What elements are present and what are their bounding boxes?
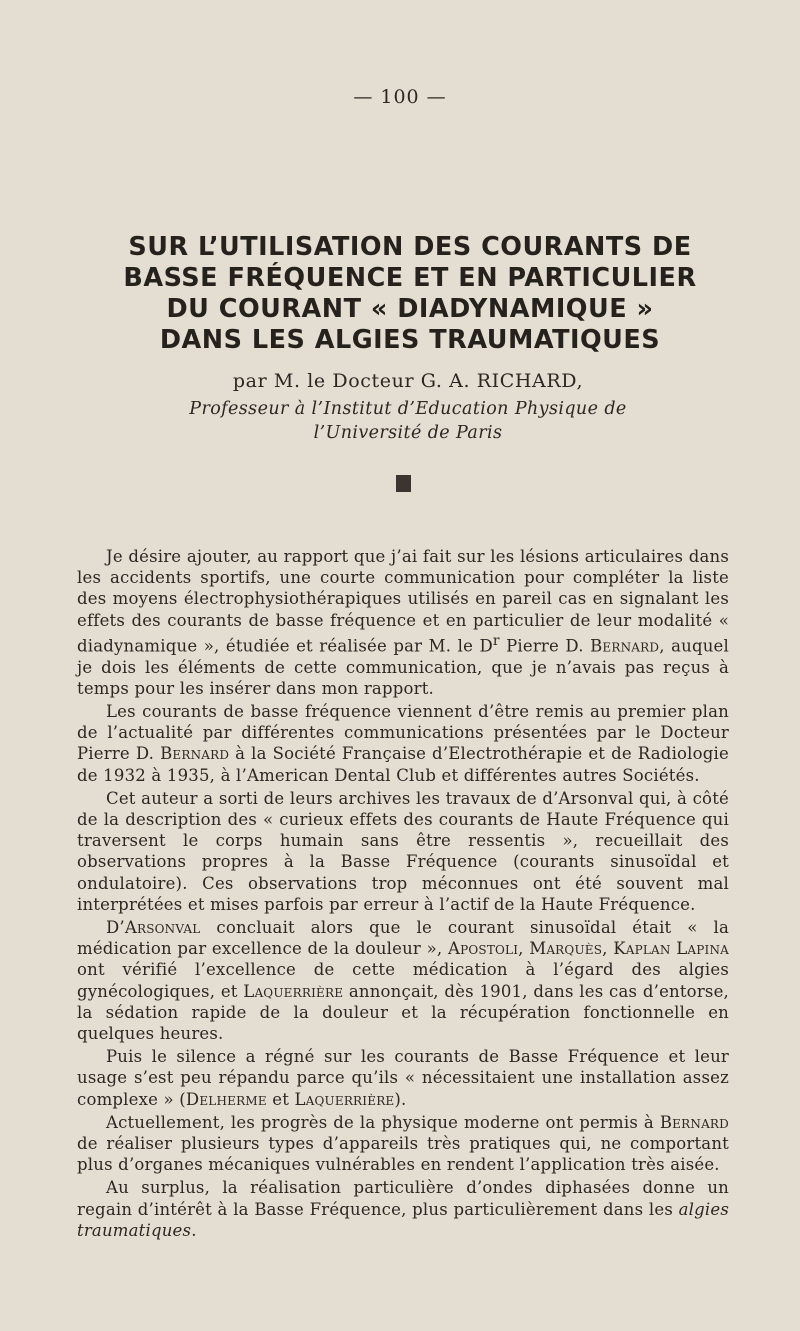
paragraph: Au surplus, la réalisation particulière d’ondes diphasées donne un regain d’intérêt à la Basse Fréquence, plus particulièrement dans les algies traumatiques. bbox=[77, 1178, 729, 1240]
paragraph: Actuellement, les progrès de la physique moderne ont permis à Bernard de réaliser plusieurs types d’appareils très pratiques qui, ne comportant plus d’organes mécaniques vulnérables en rendent l’application très aisée. bbox=[77, 1112, 729, 1175]
page-number: — 100 — bbox=[353, 86, 447, 108]
paragraph: D’Arsonval concluait alors que le courant sinusoïdal était « la médication par excellence de la douleur », Apostoli, Marquès, Kaplan Lapina ont vérifié l’excellence de cette médication à l’égard des algies gynécologiques, et Laquerrière annonçait, dès 1901, dans les cas d’entorse, la sédation rapide de la douleur et la récupération fonctionnelle en quelques heures. bbox=[77, 917, 730, 1043]
author-name: Laquerrière bbox=[294, 1089, 395, 1109]
paragraph: Les courants de basse fréquence viennent d’être remis au premier plan de l’actualité par différentes communications présentées par le Docteur Pierre D. Bernard à la Société Française d’Electrothérapie et de Radiologie de 1932 à 1935, à l’American Dental Club et différentes autres Sociétés. bbox=[77, 701, 729, 785]
emphasis: algies traumatiques bbox=[77, 1199, 729, 1240]
author-name: Delherme bbox=[185, 1089, 267, 1109]
title-line: BASSE FRÉQUENCE ET EN PARTICULIER bbox=[123, 263, 697, 293]
title-line: DANS LES ALGIES TRAUMATIQUES bbox=[159, 325, 661, 355]
author-name: D’Arsonval bbox=[106, 917, 201, 937]
author-name: Bernard bbox=[160, 744, 230, 764]
author-name: Apostoli bbox=[447, 939, 519, 959]
affiliation-line: l’Université de Paris bbox=[313, 423, 503, 443]
author-name: Kaplan Lapina bbox=[613, 939, 730, 959]
article-body bbox=[77, 546, 729, 1243]
author-name: Bernard bbox=[659, 1112, 729, 1132]
author-name: Bernard bbox=[590, 636, 660, 656]
paragraph: Je désire ajouter, au rapport que j’ai fait sur les lésions articulaires dans les accidents sportifs, une courte communication pour compléter la liste des moyens électrophysiothérapiques utilisés en pareil cas en signalant les effets des courants de basse fréquence et en particulier de leur modalité « diadynamique », étudiée et réalisée par M. le $D^r$ Pierre D. Bernard, auquel je dois les éléments de cette communication, que je n’avais pas reçus à temps pour les insérer dans mon rapport. bbox=[77, 547, 729, 698]
affiliation-line: Professeur à l’Institut d’Education Physique de bbox=[189, 399, 627, 419]
article-title bbox=[100, 232, 720, 356]
paragraph: Puis le silence a régné sur les courants de Basse Fréquence et leur usage s’est peu répandu parce qu’ils « nécessitaient une installation assez complexe » (Delherme et Laquerrière). bbox=[77, 1047, 729, 1109]
paragraph: Cet auteur a sorti de leurs archives les travaux de d’Arsonval qui, à côté de la description des « curieux effets des courants de Haute Fréquence qui traversent le corps humain sans être ressentis », recueillait des observations propres à la Basse Fréquence (courants sinusoïdal et ondulatoire). Ces observations trop méconnues ont été souvent mal interprétées et mises parfois par erreur à l’actif de la Haute Fréquence. bbox=[77, 788, 729, 914]
author-name: Laquerrière bbox=[243, 981, 344, 1001]
author-affiliation bbox=[0, 397, 800, 445]
title-line: SUR L’UTILISATION DES COURANTS DE bbox=[128, 232, 692, 262]
title-line: DU COURANT « DIADYNAMIQUE » bbox=[166, 294, 654, 324]
section-ornament bbox=[396, 475, 411, 492]
author-name: Marquès bbox=[529, 939, 603, 959]
author-byline: par M. le Docteur G. A. RICHARD, bbox=[232, 370, 584, 392]
